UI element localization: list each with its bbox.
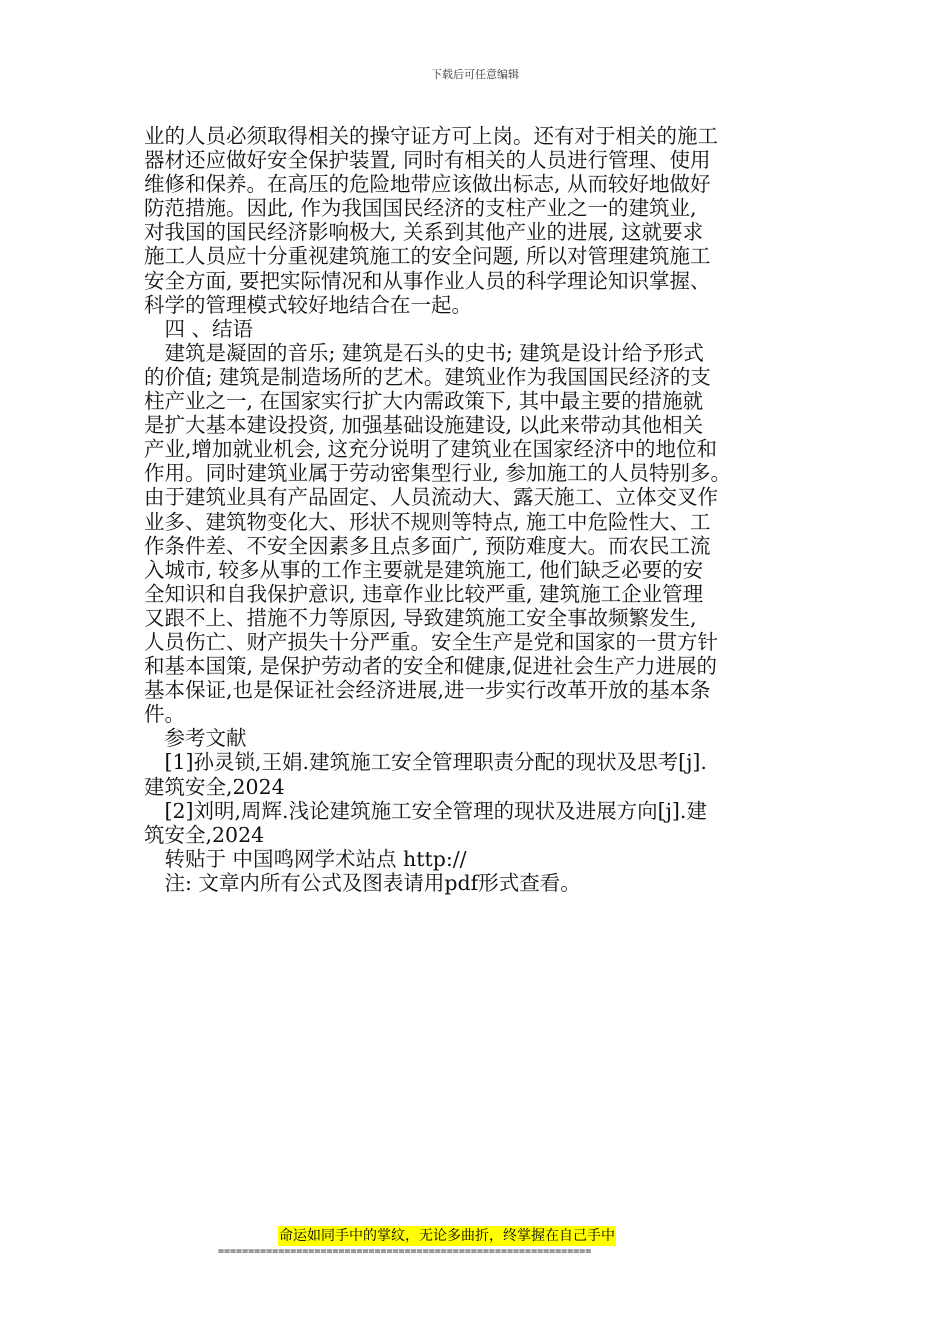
body-line: 业多、建筑物变化大、形状不规则等特点, 施工中危险性大、工 (144, 509, 711, 534)
body-line: 器材还应做好安全保护装置, 同时有相关的人员进行管理、使用 (144, 148, 711, 173)
body-line: 的价值; 建筑是制造场所的艺术。建筑业作为我国国民经济的支 (144, 364, 711, 389)
footer-motto: 命运如同手中的掌纹，无论多曲折，终掌握在自己手中 (279, 1228, 615, 1244)
body-line: 由于建筑业具有产品固定、人员流动大、露天施工、立体交叉作 (144, 485, 718, 510)
body-line: 人员伤亡、财产损失十分严重。安全生产是党和国家的一贯方针 (144, 629, 718, 654)
reference-item: [2]刘明,周辉.浅论建筑施工安全管理的现状及进展方向[j].建 (144, 798, 707, 823)
body-line: 业的人员必须取得相关的操守证方可上岗。还有对于相关的施工 (144, 124, 718, 148)
section-heading: 四 、结语 (144, 316, 254, 341)
body-line: 件。 (144, 702, 185, 727)
format-note: 注: 文章内所有公式及图表请用pdf形式查看。 (144, 870, 581, 895)
body-line: 和基本国策, 是保护劳动者的安全和健康,促进社会生产力进展的 (144, 654, 718, 679)
body-line: 维修和保养。在高压的危险地带应该做出标志, 从而较好地做好 (144, 172, 711, 197)
body-line: 对我国的国民经济影响极大, 关系到其他产业的进展, 这就要求 (144, 220, 704, 245)
body-line: 全知识和自我保护意识, 违章作业比较严重, 建筑施工企业管理 (144, 581, 704, 606)
body-line: 是扩大基本建设投资, 加强基础设施建设, 以此来带动其他相关 (144, 413, 704, 438)
body-line: 安全方面, 要把实际情况和从事作业人员的科学理论知识掌握、 (144, 268, 711, 293)
body-line: 入城市, 较多从事的工作主要就是建筑施工, 他们缺乏必要的安 (144, 557, 704, 582)
reference-item: 筑安全,2024 (144, 822, 265, 847)
reference-item: 建筑安全,2024 (144, 774, 285, 799)
body-line: 又跟不上、措施不力等原因, 导致建筑施工安全事故频繁发生, (144, 605, 697, 630)
body-line: 作条件差、不安全因素多且点多面广, 预防难度大。而农民工流 (144, 533, 711, 558)
source-note: 转贴于 中国鸣网学术站点 http:// (144, 846, 467, 871)
references-heading: 参考文献 (144, 726, 247, 751)
header-note: 下载后可任意编辑 (431, 68, 519, 81)
footer-divider: ============================================================== (218, 1246, 592, 1257)
reference-item: [1]孙灵锁,王娟.建筑施工安全管理职责分配的现状及思考[j]. (144, 750, 707, 775)
body-line: 作用。同时建筑业属于劳动密集型行业, 参加施工的人员特别多。 (144, 461, 732, 486)
body-line: 建筑是凝固的音乐; 建筑是石头的史书; 建筑是设计给予形式 (144, 340, 704, 365)
body-line: 柱产业之一, 在国家实行扩大内需政策下, 其中最主要的措施就 (144, 389, 704, 414)
body-line: 施工人员应十分重视建筑施工的安全问题, 所以对管理建筑施工 (144, 244, 711, 269)
document-body (144, 124, 784, 895)
body-line: 基本保证,也是保证社会经济进展,进一步实行改革开放的基本条 (144, 678, 711, 703)
body-line: 产业,增加就业机会, 这充分说明了建筑业在国家经济中的地位和 (144, 437, 718, 462)
body-line: 防范措施。因此, 作为我国国民经济的支柱产业之一的建筑业, (144, 196, 697, 221)
body-line: 科学的管理模式较好地结合在一起。 (144, 292, 472, 317)
